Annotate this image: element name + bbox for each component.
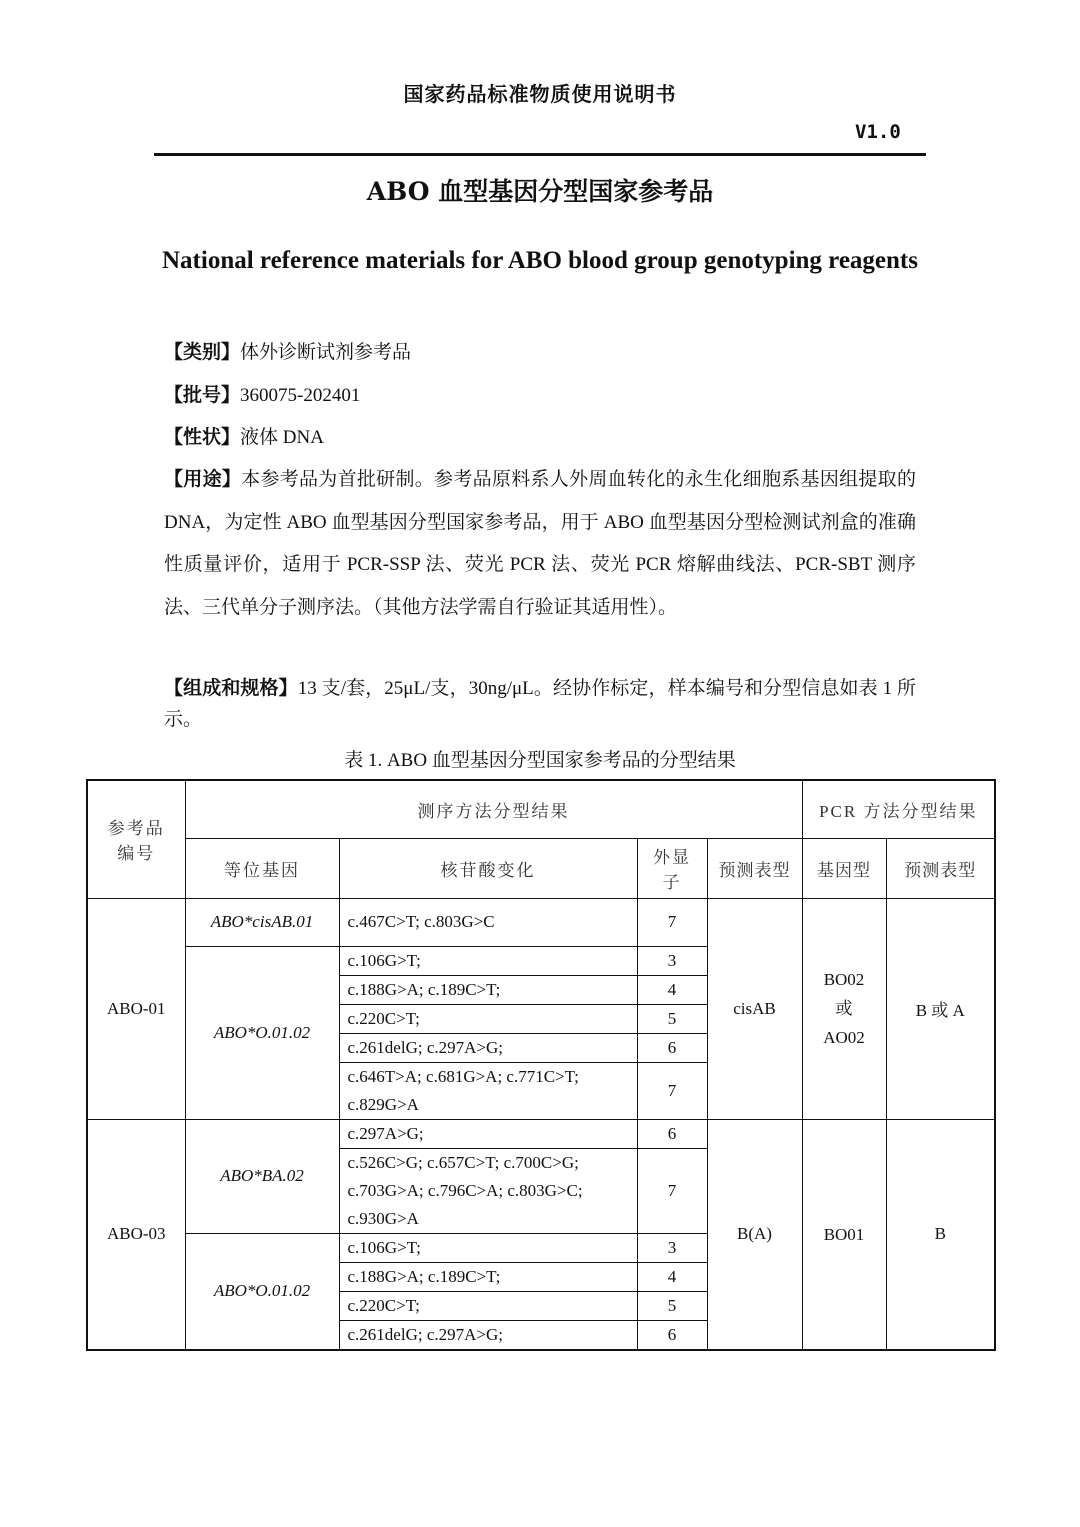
field-usage-value: 本参考品为首批研制。参考品原料系人外周血转化的永生化细胞系基因组提取的 DNA，为定性 ABO 血型基因分型国家参考品，用于 ABO 血型基因分型检测试剂盒的准确性质量评价，适用于 PCR-SSP 法、荧光 PCR 法、荧光 PCR 熔解曲线法、PCR-SBT 测序法、三代单分子测序法。（其他方法学需自行验证其适用性）。 (164, 469, 916, 618)
header-exon: 外显子 (637, 838, 707, 898)
exon-cell: 3 (637, 946, 707, 975)
mutation-cell: c.220C>T; (339, 1291, 637, 1320)
exon-cell: 4 (637, 975, 707, 1004)
title-english: National reference materials for ABO blood group genotyping reagents (162, 247, 918, 274)
allele-cell: ABO*cisAB.01 (185, 898, 339, 946)
field-category-key: 【类别】 (164, 342, 241, 363)
header-allele: 等位基因 (185, 838, 339, 898)
phenotype-cell: cisAB (707, 898, 802, 1119)
allele-cell: ABO*O.01.02 (185, 946, 339, 1119)
header-pcr-group: PCR 方法分型结果 (802, 780, 995, 838)
sample-id-cell: ABO-03 (87, 1119, 185, 1350)
mutation-cell: c.106G>T; (339, 1233, 637, 1262)
field-composition-key: 【组成和规格】 (164, 678, 298, 699)
exon-cell: 7 (637, 1148, 707, 1233)
phenotype-cell: B(A) (707, 1119, 802, 1350)
genotype-cell: BO02 或 AO02 (802, 898, 886, 1119)
exon-cell: 5 (637, 1291, 707, 1320)
genotype-cell: BO01 (802, 1119, 886, 1350)
exon-cell: 6 (637, 1119, 707, 1148)
exon-cell: 4 (637, 1262, 707, 1291)
exon-cell: 3 (637, 1233, 707, 1262)
header-ref-id: 参考品编号 (87, 780, 185, 898)
title-chinese: ABO 血型基因分型国家参考品 (366, 177, 714, 206)
field-usage (164, 459, 916, 629)
mutation-cell: c.646T>A; c.681G>A; c.771C>T; c.829G>A (339, 1062, 637, 1119)
field-composition-value: 13 支/套，25μL/支，30ng/μL。经协作标定，样本编号和分型信息如表 1 所示。 (164, 678, 916, 730)
genotyping-results-table (86, 779, 996, 1351)
table-caption: 表 1. ABO 血型基因分型国家参考品的分型结果 (344, 750, 736, 771)
mutation-cell: c.261delG; c.297A>G; (339, 1320, 637, 1350)
version-label: V1.0 (855, 121, 901, 143)
field-category (164, 332, 924, 374)
header-seq-group: 测序方法分型结果 (185, 780, 802, 838)
document-header-title: 国家药品标准物质使用说明书 (403, 82, 677, 106)
field-category-value: 体外诊断试剂参考品 (240, 342, 412, 363)
header-phenotype: 预测表型 (707, 838, 802, 898)
mutation-cell: c.526C>G; c.657C>T; c.700C>G; c.703G>A; c.796C>A; c.803G>C; c.930G>A (339, 1148, 637, 1233)
field-property (164, 417, 924, 459)
field-composition (164, 673, 916, 735)
field-usage-key: 【用途】 (164, 469, 242, 490)
field-property-value: 液体 DNA (240, 427, 324, 448)
mutation-cell: c.297A>G; (339, 1119, 637, 1148)
field-batch-key: 【批号】 (164, 385, 241, 406)
exon-cell: 7 (637, 1062, 707, 1119)
table-row (87, 898, 995, 946)
mutation-cell: c.220C>T; (339, 1004, 637, 1033)
pcr-phenotype-cell: B 或 A (886, 898, 995, 1119)
allele-cell: ABO*BA.02 (185, 1119, 339, 1233)
table-row (87, 1119, 995, 1148)
pcr-phenotype-cell: B (886, 1119, 995, 1350)
exon-cell: 6 (637, 1033, 707, 1062)
mutation-cell: c.261delG; c.297A>G; (339, 1033, 637, 1062)
header-divider (154, 153, 926, 156)
header-mutation: 核苷酸变化 (339, 838, 637, 898)
mutation-cell: c.188G>A; c.189C>T; (339, 1262, 637, 1291)
field-batch (164, 375, 924, 417)
header-genotype: 基因型 (802, 838, 886, 898)
exon-cell: 6 (637, 1320, 707, 1350)
mutation-cell: c.188G>A; c.189C>T; (339, 975, 637, 1004)
field-property-key: 【性状】 (164, 427, 241, 448)
sample-id-cell: ABO-01 (87, 898, 185, 1119)
allele-cell: ABO*O.01.02 (185, 1233, 339, 1350)
header-pcr-phenotype: 预测表型 (886, 838, 995, 898)
exon-cell: 7 (637, 898, 707, 946)
mutation-cell: c.106G>T; (339, 946, 637, 975)
table-body (87, 898, 995, 1350)
field-batch-value: 360075-202401 (240, 385, 361, 406)
mutation-cell: c.467C>T; c.803G>C (339, 898, 637, 946)
exon-cell: 5 (637, 1004, 707, 1033)
